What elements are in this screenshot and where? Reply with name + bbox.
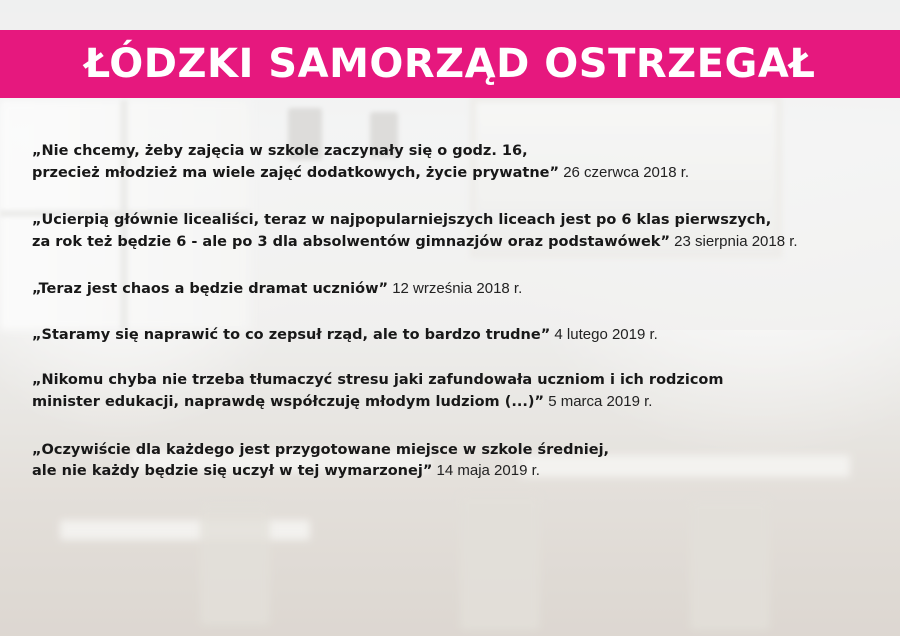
quote-item: [32, 278, 882, 300]
quote-line: [32, 391, 882, 413]
quote-item: [32, 369, 882, 412]
quote-date: 14 maja 2019 r.: [436, 462, 540, 480]
quote-date: 4 lutego 2019 r.: [554, 325, 658, 343]
quote-item: [32, 439, 882, 482]
quote-line: [32, 140, 882, 162]
quote-date: 23 sierpnia 2018 r.: [674, 232, 798, 250]
quote-line: [32, 460, 882, 482]
page-title: ŁÓDZKI SAMORZĄD OSTRZEGAŁ: [84, 41, 816, 87]
quote-text: „Teraz jest chaos a będzie dramat uczniów”: [32, 281, 389, 298]
quote-line: [32, 439, 882, 461]
quote-line: [32, 324, 882, 346]
quote-text: „Staramy się naprawić to co zepsuł rząd, ale to bardzo trudne”: [32, 326, 551, 343]
quote-date: 5 marca 2019 r.: [548, 393, 653, 411]
quote-text: „Nikomu chyba nie trzeba tłumaczyć stresu jaki zafundowała uczniom i ich rodzicom: [32, 372, 724, 389]
quote-line: [32, 162, 882, 184]
quote-text: za rok też będzie 6 - ale po 3 dla absolwentów gimnazjów oraz podstawówek”: [32, 233, 670, 250]
quote-item: [32, 324, 882, 346]
quote-line: [32, 369, 882, 391]
quote-line: [32, 209, 882, 231]
quote-item: [32, 209, 882, 252]
quote-line: [32, 278, 882, 300]
header-band: [0, 30, 900, 98]
quote-date: 26 czerwca 2018 r.: [563, 163, 690, 181]
quote-line: [32, 231, 882, 253]
quote-text: „Nie chcemy, żeby zajęcia w szkole zaczynały się o godz. 16,: [32, 143, 528, 159]
quote-text: „Ucierpią głównie licealiści, teraz w najpopularniejszych liceach jest po 6 klas pierwszych,: [32, 212, 772, 229]
quote-text: przecież młodzież ma wiele zajęć dodatkowych, życie prywatne”: [32, 164, 560, 181]
quote-text: „Oczywiście dla każdego jest przygotowane miejsce w szkole średniej,: [32, 441, 610, 458]
quotes-list: [32, 140, 882, 482]
quote-date: 12 września 2018 r.: [392, 280, 523, 298]
quote-item: [32, 140, 882, 183]
quote-text: minister edukacji, naprawdę współczuję młodym ludziom (...)”: [32, 394, 545, 411]
quote-text: ale nie każdy będzie się uczył w tej wymarzonej”: [32, 463, 433, 480]
